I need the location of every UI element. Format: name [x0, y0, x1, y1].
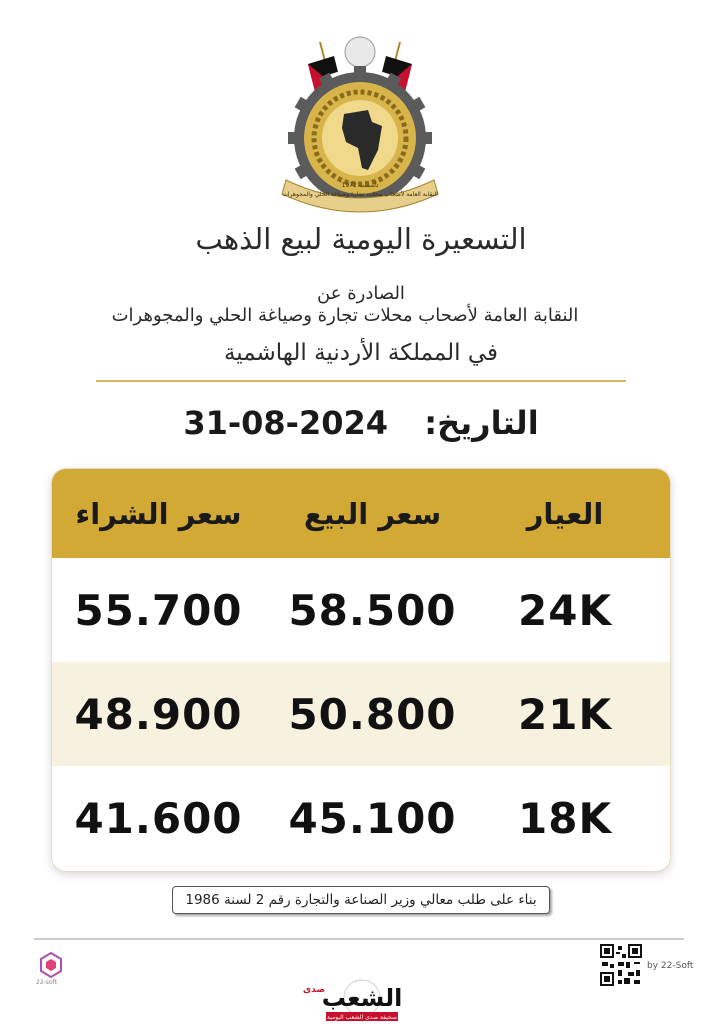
decree-note: بناء على طلب معالي وزير الصناعة والتجارة رقم 2 لسنة 1986 — [172, 886, 550, 914]
karat-cell: 24K — [518, 585, 612, 635]
table-row — [52, 558, 670, 662]
sell-price-cell: 50.800 — [288, 689, 457, 739]
sell-price-cell: 58.500 — [288, 585, 457, 635]
gold-price-table — [52, 469, 670, 871]
masthead-tagline: صحيفة صدى الشعب اليومية — [327, 1014, 397, 1021]
qr-code-icon[interactable] — [600, 944, 642, 986]
buy-price-cell: 41.600 — [74, 794, 243, 843]
syndicate-logo — [272, 30, 448, 220]
masthead-prefix: صدى — [302, 985, 326, 995]
header-sell-price: سعر البيع — [303, 496, 442, 531]
buy-price-cell: 48.900 — [74, 689, 243, 739]
page-title: التسعيرة اليومية لبيع الذهب — [195, 222, 527, 256]
karat-cell: 18K — [518, 794, 612, 843]
header-karat: العيار — [526, 496, 604, 531]
svg-text:تأسست 1972: تأسست 1972 — [341, 182, 379, 189]
soft-caption: 22-soft — [36, 979, 57, 986]
table-row — [52, 662, 670, 766]
svg-text:النقابة العامة لأصحاب محلات تج: النقابة العامة لأصحاب محلات تجارة وصياغة الحلي والمجوهرات — [282, 191, 438, 198]
pearl-icon — [345, 37, 375, 67]
table-header — [52, 469, 670, 558]
gold-divider — [96, 380, 626, 382]
date-value: 31-08-2024 — [183, 404, 389, 442]
karat-cell: 21K — [518, 689, 612, 739]
issued-by-label: الصادرة عن — [317, 283, 405, 304]
22-soft-logo-icon — [40, 952, 62, 978]
kingdom-label: في المملكة الأردنية الهاشمية — [223, 340, 499, 366]
sada-alshaab-masthead — [300, 976, 424, 1024]
masthead-brand: الشعب — [321, 984, 403, 1012]
date-label: التاريخ: — [424, 404, 539, 442]
header-buy-price: سعر الشراء — [75, 496, 242, 531]
syndicate-name: النقابة العامة لأصحاب محلات تجارة وصياغة الحلي والمجوهرات — [111, 305, 579, 326]
qr-caption: by 22-Soft — [647, 961, 694, 971]
sell-price-cell: 45.100 — [288, 794, 457, 843]
table-row — [52, 766, 670, 871]
date-row — [0, 404, 722, 442]
ribbon-banner — [282, 180, 438, 212]
buy-price-cell: 55.700 — [74, 585, 243, 635]
footer-divider — [34, 938, 684, 940]
